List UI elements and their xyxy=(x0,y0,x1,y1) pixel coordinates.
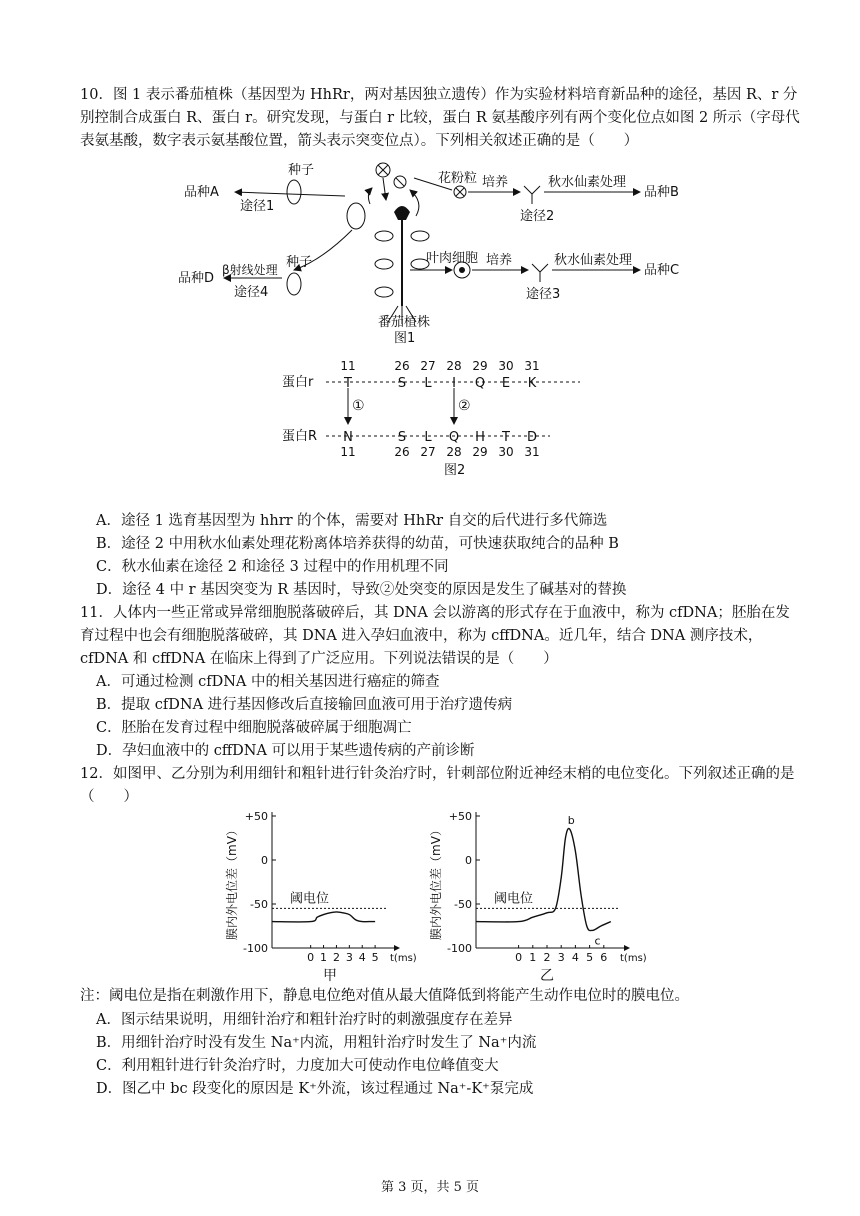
ray-label: β射线处理 xyxy=(222,263,278,277)
residue-r-27: L xyxy=(424,376,432,391)
residue-r-11: T xyxy=(344,376,352,391)
residue-R-28: Q xyxy=(448,430,460,445)
position-top-30: 30 xyxy=(498,359,514,373)
q12-option-d: D．图乙中 bc 段变化的原因是 K⁺外流，该过程通过 Na⁺-K⁺泵完成 xyxy=(96,1081,534,1097)
q11-option-a: A．可通过检测 cfDNA 中的相关基因进行癌症的筛查 xyxy=(96,674,440,690)
colchicine-1-label: 秋水仙素处理 xyxy=(548,175,627,190)
q11-option-d: D．孕妇血液中的 cffDNA 可以用于某些遗传病的产前诊断 xyxy=(96,743,475,759)
figure-2-protein-sequences xyxy=(280,360,590,480)
page-footer: 第 3 页，共 5 页 xyxy=(380,1180,480,1195)
y-tick-label: +50 xyxy=(448,810,472,823)
question-10-stem: 10．图 1 表示番茄植株（基因型为 HhRr，两对基因独立遗传）作为实验材料培育新品种的途径，基因 R、r 分别控制合成蛋白 R、蛋白 r。研究发现，与蛋白 r 比较，蛋白 R 氨基酸序列有两个变化位点如图 2 所示（字母代表氨基酸，数字表示氨基酸位置，箭头表示突变位点）。下列相关叙述正确的是（ ） xyxy=(80,87,800,149)
threshold-label: 阈电位 xyxy=(494,891,534,907)
residue-R-29: H xyxy=(475,430,485,445)
position-top-31: 31 xyxy=(524,359,540,373)
position-bottom-31: 31 xyxy=(524,445,540,459)
plant-label: 番茄植株 xyxy=(378,315,431,330)
x-tick-label: 4 xyxy=(571,951,579,964)
seedling-icon-2 xyxy=(532,264,548,282)
seed-icon-2 xyxy=(287,273,301,295)
x-axis-label: t(ms) xyxy=(620,953,647,964)
y-tick-label: -100 xyxy=(243,942,268,955)
y-tick-label: -100 xyxy=(447,942,472,955)
x-tick-label: 2 xyxy=(543,951,551,964)
chart-yi xyxy=(426,808,647,984)
x-tick-label: 4 xyxy=(358,951,366,964)
x-tick-label: 2 xyxy=(332,951,340,964)
position-top-26: 26 xyxy=(394,359,410,373)
x-tick-label: 0 xyxy=(307,951,315,964)
variety-b-label: 品种B xyxy=(644,185,679,200)
pollen-label: 花粉粒 xyxy=(438,171,478,186)
protein-r-label: 蛋白r xyxy=(282,375,314,390)
variety-c-label: 品种C xyxy=(644,263,680,278)
figure-2-caption: 图2 xyxy=(444,463,466,478)
residue-r-26: S xyxy=(397,376,407,391)
x-tick-label: 5 xyxy=(371,951,379,964)
figure-1-caption: 图1 xyxy=(394,331,416,346)
q12-option-c: C．利用粗针进行针灸治疗时，力度加大可使动作电位峰值变大 xyxy=(96,1058,499,1074)
q10-option-a: A．途径 1 选育基因型为 hhrr 的个体，需要对 HhRr 自交的后代进行多代筛选 xyxy=(96,513,608,529)
mutation-mark-1: ① xyxy=(352,398,365,414)
position-bottom-11: 11 xyxy=(340,445,356,459)
culture-1-label: 培养 xyxy=(482,175,509,190)
y-tick-label: 0 xyxy=(465,854,472,867)
y-tick-label: 0 xyxy=(261,854,268,867)
figure-1-breeding-pathways xyxy=(170,156,710,346)
position-bottom-26: 26 xyxy=(394,445,410,459)
position-top-11: 11 xyxy=(340,359,356,373)
residue-R-11: N xyxy=(343,430,353,445)
x-tick-label: 3 xyxy=(345,951,353,964)
tomato-plant-icon xyxy=(375,206,429,324)
x-tick-label: 0 xyxy=(515,951,523,964)
residue-r-29: Q xyxy=(474,376,486,391)
seed-icon xyxy=(287,180,301,204)
x-tick-label: 1 xyxy=(529,951,537,964)
trough-label-c: c xyxy=(594,934,601,948)
chart-title: 乙 xyxy=(540,968,554,984)
mutation-mark-2: ② xyxy=(458,398,471,414)
question-12-note: 注：阈电位是指在刺激作用下，静息电位绝对值从最大值降低到将能产生动作电位时的膜电位。 xyxy=(80,988,689,1004)
threshold-label: 阈电位 xyxy=(290,891,330,907)
colchicine-2-label: 秋水仙素处理 xyxy=(554,253,633,268)
position-top-28: 28 xyxy=(446,359,462,373)
y-axis-label: 膜内外电位差（mV） xyxy=(429,824,443,940)
y-tick-label: +50 xyxy=(244,810,268,823)
question-12-stem: 12．如图甲、乙分别为利用细针和粗针进行针灸治疗时，针刺部位附近神经末梢的电位变化。下列叙述正确的是（ ） xyxy=(80,766,795,805)
seed-label-bottom: 种子 xyxy=(286,255,313,270)
x-axis-arrow xyxy=(624,945,630,951)
q11-option-c: C．胚胎在发育过程中细胞脱落破碎属于细胞凋亡 xyxy=(96,720,412,736)
position-bottom-27: 27 xyxy=(420,445,436,459)
q10-option-d: D．途径 4 中 r 基因突变为 R 基因时，导致②处突变的原因是发生了碱基对的替换 xyxy=(96,582,627,598)
culture-2-label: 培养 xyxy=(486,253,513,268)
residue-r-28: I xyxy=(452,376,456,391)
position-bottom-29: 29 xyxy=(472,445,488,459)
q10-option-b: B．途径 2 中用秋水仙素处理花粉离体培养获得的幼苗，可快速获取纯合的品种 B xyxy=(96,536,619,552)
position-top-27: 27 xyxy=(420,359,436,373)
protein-R-label: 蛋白R xyxy=(282,429,318,444)
position-bottom-28: 28 xyxy=(446,445,462,459)
position-bottom-30: 30 xyxy=(498,445,514,459)
path-3-label: 途径3 xyxy=(526,287,561,302)
mesophyll-label: 叶肉细胞 xyxy=(426,251,479,266)
x-axis-arrow xyxy=(394,945,400,951)
y-axis-label: 膜内外电位差（mV） xyxy=(225,824,239,940)
residue-R-26: S xyxy=(397,430,407,445)
q12-option-a: A．图示结果说明，用细针治疗和粗针治疗时的刺激强度存在差异 xyxy=(96,1012,513,1028)
x-tick-label: 3 xyxy=(557,951,565,964)
residue-R-31: D xyxy=(526,430,538,445)
q11-option-b: B．提取 cfDNA 进行基因修改后直接输回血液可用于治疗遗传病 xyxy=(96,697,513,713)
chart-jia xyxy=(222,808,417,984)
peak-label-b: b xyxy=(567,814,575,828)
residue-R-30: T xyxy=(502,430,510,445)
position-top-29: 29 xyxy=(472,359,488,373)
seedling-icon xyxy=(524,186,540,204)
variety-a-label: 品种A xyxy=(184,185,219,200)
residue-r-30: E xyxy=(501,376,511,391)
path-4-label: 途径4 xyxy=(234,285,269,300)
seed-label-top: 种子 xyxy=(288,163,315,178)
x-tick-label: 6 xyxy=(600,951,608,964)
residue-r-31: K xyxy=(527,376,537,391)
q10-option-c: C．秋水仙素在途径 2 和途径 3 过程中的作用机理不同 xyxy=(96,559,449,575)
question-11-stem: 11．人体内一些正常或异常细胞脱落破碎后，其 DNA 会以游离的形式存在于血液中，称为 cfDNA；胚胎在发育过程中也会有细胞脱落破碎，其 DNA 进入孕妇血液中，称为 cffDNA。近几年，结合 DNA 测序技术，cfDNA 和 cffDNA 在临床上得到了广泛应用。下列说法错误的是（ ） xyxy=(80,605,790,667)
y-tick-label: -50 xyxy=(454,898,472,911)
path-2-label: 途径2 xyxy=(520,209,555,224)
x-tick-label: 5 xyxy=(586,951,594,964)
x-tick-label: 1 xyxy=(320,951,328,964)
x-axis-label: t(ms) xyxy=(390,953,417,964)
fruit-icon xyxy=(347,203,365,229)
potential-curve xyxy=(476,828,611,930)
path-1-label: 途径1 xyxy=(240,199,275,214)
chart-title: 甲 xyxy=(323,968,337,984)
potential-curve xyxy=(272,912,375,922)
q12-option-b: B．用细针治疗时没有发生 Na⁺内流，用粗针治疗时发生了 Na⁺内流 xyxy=(96,1035,537,1051)
y-tick-label: -50 xyxy=(250,898,268,911)
residue-R-27: L xyxy=(424,430,432,445)
variety-d-label: 品种D xyxy=(178,271,215,286)
